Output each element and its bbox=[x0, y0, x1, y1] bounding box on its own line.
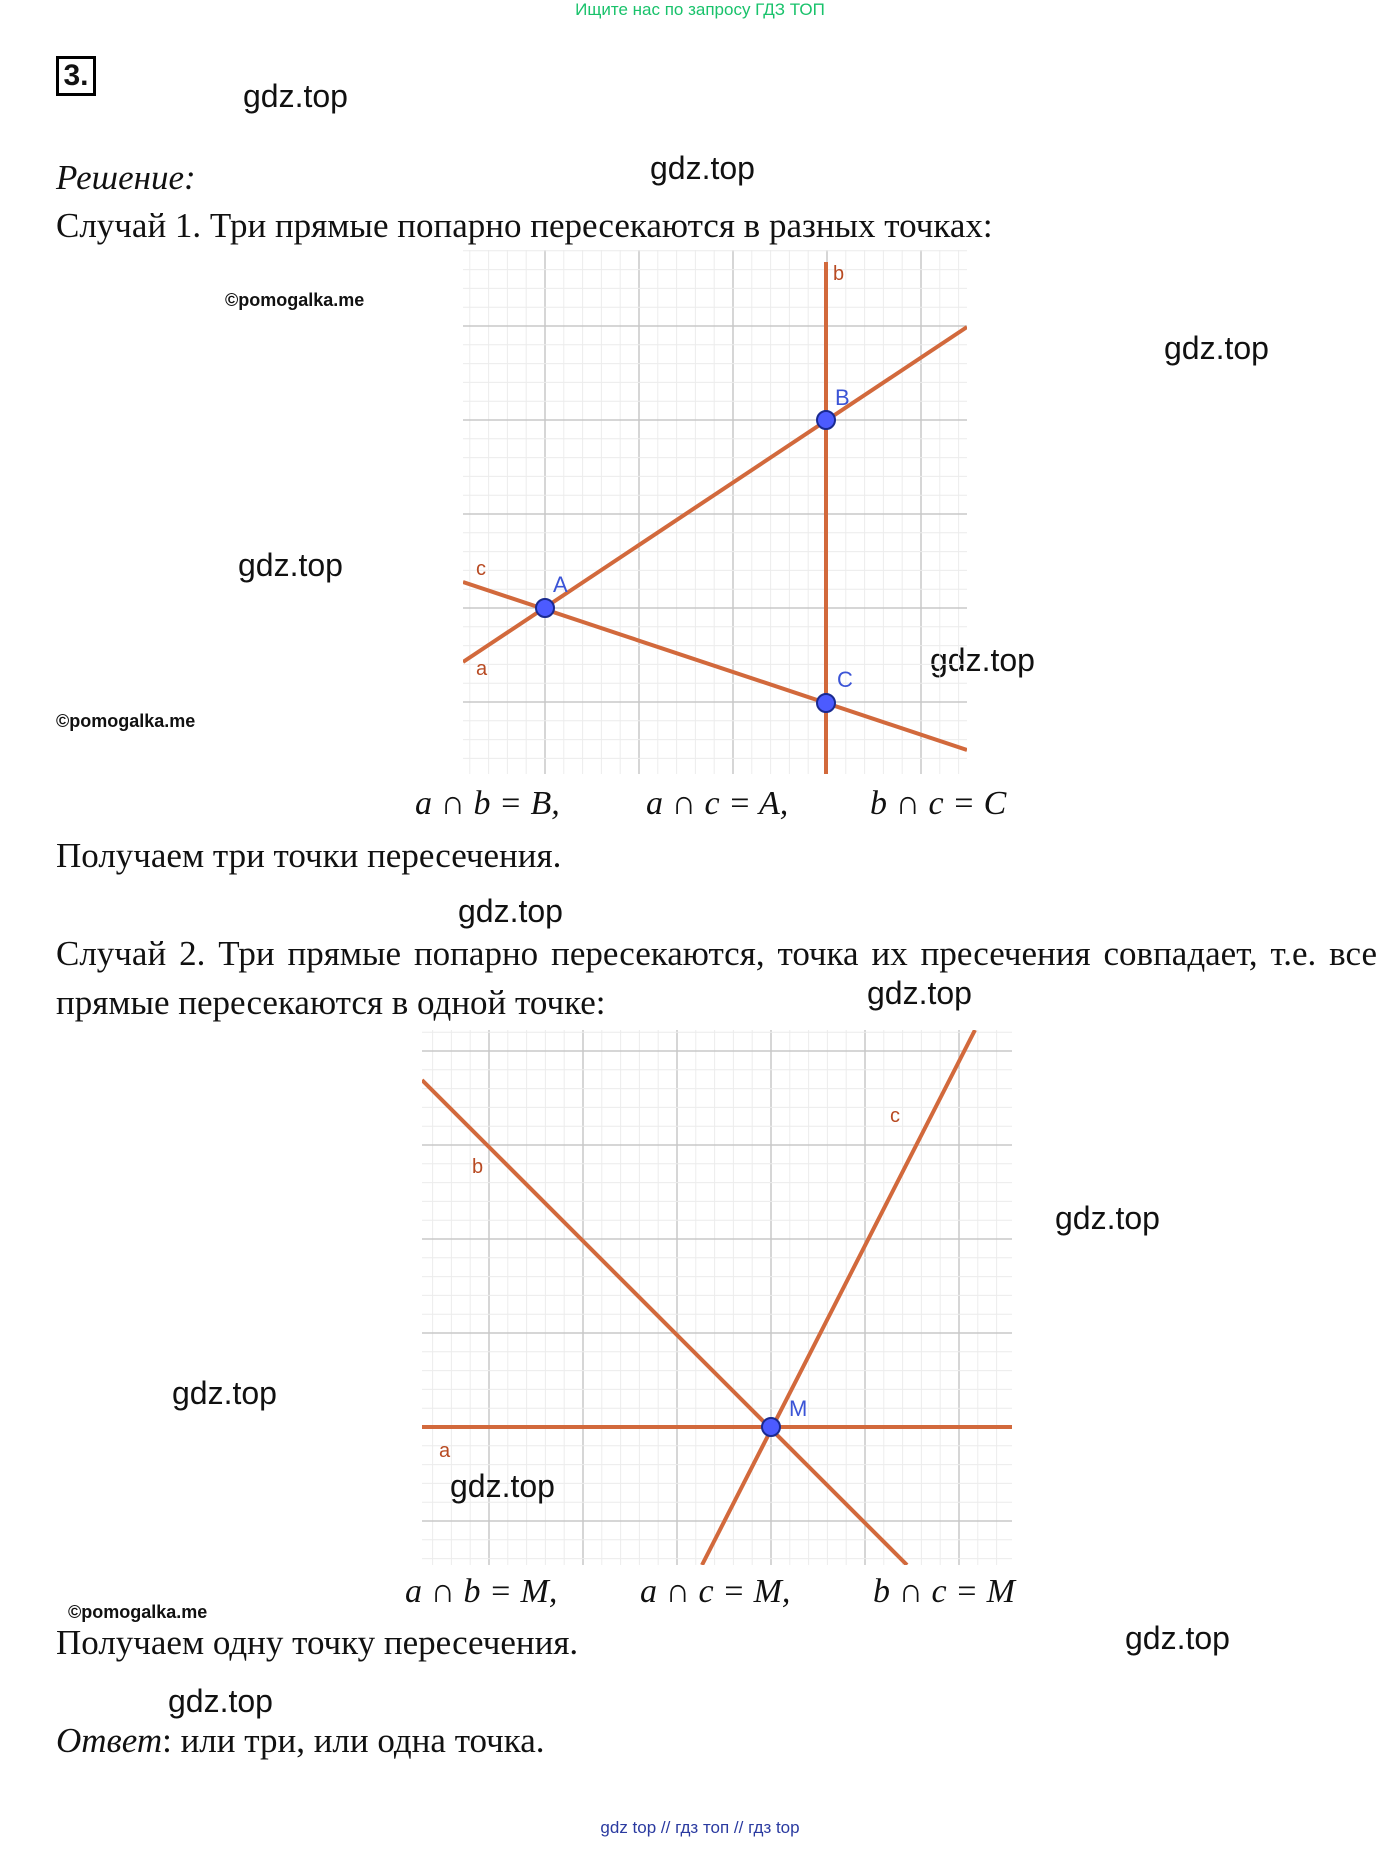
label-line-b: b bbox=[833, 263, 845, 285]
case2-formula: b ∩ c = M bbox=[873, 1573, 1015, 1610]
line-c bbox=[702, 1030, 975, 1565]
watermark: gdz.top bbox=[1055, 1200, 1160, 1236]
label-point-B: B bbox=[835, 385, 850, 410]
label-line-a: a bbox=[476, 658, 488, 680]
label-point-A: A bbox=[553, 572, 568, 597]
watermark: gdz.top bbox=[243, 78, 348, 114]
case2-title-line2: прямые пересекаются в одной точке: bbox=[56, 983, 606, 1022]
watermark: gdz.top bbox=[450, 1468, 555, 1504]
point-M bbox=[762, 1418, 780, 1436]
solution-label: Решение: bbox=[56, 158, 196, 197]
case2-formula: a ∩ b = M, bbox=[405, 1573, 558, 1610]
point-C bbox=[817, 694, 835, 712]
point-B bbox=[817, 411, 835, 429]
watermark: gdz.top bbox=[1125, 1620, 1230, 1656]
answer-label: Ответ bbox=[56, 1721, 163, 1760]
watermark: gdz.top bbox=[458, 893, 563, 929]
watermark: gdz.top bbox=[930, 642, 1035, 678]
label-line-c: c bbox=[476, 558, 486, 580]
answer bbox=[56, 1721, 544, 1761]
header-search-link[interactable]: Ищите нас по запросу ГДЗ ТОП bbox=[575, 0, 825, 19]
watermark: gdz.top bbox=[867, 975, 972, 1011]
copyright-watermark: ©pomogalka.me bbox=[225, 290, 365, 310]
watermark: gdz.top bbox=[238, 547, 343, 583]
label-line-a: a bbox=[439, 1440, 451, 1462]
task-number: 3. bbox=[56, 56, 96, 96]
watermark: gdz.top bbox=[650, 150, 755, 186]
footer-links[interactable]: gdz top // гдз топ // гдз top bbox=[600, 1818, 800, 1837]
case1-title: Случай 1. Три прямые попарно пересекаются в разных точках: bbox=[56, 206, 993, 245]
case1-formula: a ∩ c = A, bbox=[646, 785, 789, 822]
answer-text: : или три, или одна точка. bbox=[162, 1721, 545, 1760]
watermark: gdz.top bbox=[172, 1375, 277, 1411]
case1-figure bbox=[463, 250, 967, 774]
label-point-C: C bbox=[837, 667, 853, 692]
watermark: gdz.top bbox=[1164, 330, 1269, 366]
case1-formula: a ∩ b = B, bbox=[415, 785, 560, 822]
point-A bbox=[536, 599, 554, 617]
label-line-c: c bbox=[890, 1105, 900, 1127]
case2-result: Получаем одну точку пересечения. bbox=[56, 1623, 579, 1662]
case1-formula: b ∩ c = C bbox=[870, 785, 1007, 822]
copyright-watermark: ©pomogalka.me bbox=[68, 1602, 208, 1622]
copyright-watermark: ©pomogalka.me bbox=[56, 711, 196, 731]
grid bbox=[463, 250, 967, 774]
label-point-M: M bbox=[789, 1396, 808, 1421]
watermark: gdz.top bbox=[168, 1683, 273, 1719]
case2-formula: a ∩ c = M, bbox=[640, 1573, 791, 1610]
label-line-b: b bbox=[472, 1156, 484, 1178]
case2-title-line1: Случай 2. Три прямые попарно пересекаются, точка их пресечения совпадает, т.е. все bbox=[56, 934, 1377, 973]
case1-result: Получаем три точки пересечения. bbox=[56, 836, 562, 875]
